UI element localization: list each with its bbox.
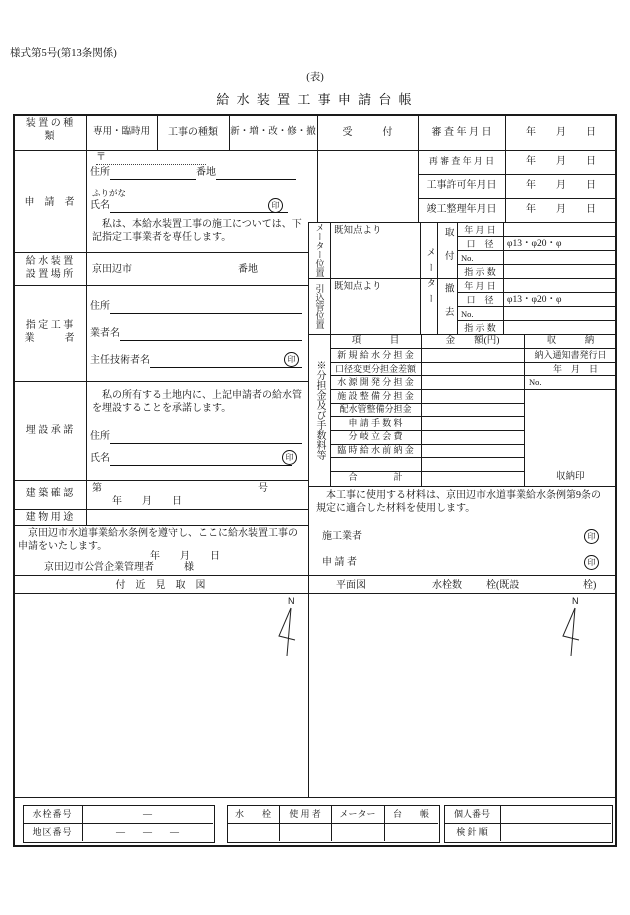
- fee-item: 水 源 開 発 分 担 金: [337, 377, 414, 387]
- page-title: 給 水 装 置 工 事 申 請 台 帳: [216, 92, 414, 107]
- pledge-addressee: 京田辺市公営企業管理者: [44, 562, 154, 573]
- location-header: [13, 256, 86, 281]
- receipt-seal-label: 収納印: [556, 472, 585, 482]
- north-arrow-icon: [560, 607, 584, 659]
- meter-strip-label: メーター: [424, 247, 435, 309]
- rule: [86, 114, 87, 525]
- rule: [457, 264, 617, 265]
- pledge-sama: 様: [184, 562, 194, 573]
- review-date-value[interactable]: 年 月 日: [526, 127, 596, 138]
- burial-address-label: 住所: [90, 431, 110, 442]
- meter-reading-order-label: 検 針 順: [456, 827, 488, 837]
- inlet-pipe-position-value: 既知点より: [334, 282, 382, 292]
- fee-item: 施 設 整 備 分 担 金: [337, 391, 414, 401]
- north-label: N: [288, 596, 295, 606]
- tap-number-label: 水栓番号: [32, 809, 73, 819]
- contractor-company-row: [90, 328, 302, 341]
- applicant-header: 申 請 者: [24, 197, 75, 208]
- rule: [308, 486, 617, 487]
- fees-col-amount: 金 額(円): [445, 336, 500, 346]
- postal-mark: 〒: [96, 152, 106, 163]
- rule: [457, 320, 617, 321]
- rule: [13, 509, 308, 510]
- building-no-suffix: 号: [258, 483, 268, 494]
- meter-position-value: 既知点より: [334, 226, 382, 236]
- applicant-statement: 私は、本給水装置工事の施工については、下記指定工事業者を専任します。: [92, 219, 302, 243]
- rule: [13, 575, 617, 576]
- contractor-line2: 業 者: [24, 332, 75, 344]
- existing-tap-open: 栓(既設: [486, 580, 520, 591]
- rule: [418, 198, 617, 199]
- attach-reading-label: 指 示 数: [464, 267, 496, 277]
- building-use-header: 建 物 用 途: [25, 512, 74, 523]
- work-type-header: 工事の種類: [168, 127, 218, 138]
- fees-strip-label: ※分担金及び手数料等: [314, 360, 325, 460]
- building-confirm-header: 建 築 確 認: [25, 488, 74, 499]
- fee-item: 新 規 給 水 分 担 金: [337, 350, 414, 360]
- fee-item: 口径変更分担金差額: [334, 364, 416, 374]
- existing-tap-close: 栓): [583, 580, 597, 591]
- applicant-name-row: [90, 200, 288, 213]
- contractor-line1: 指 定 工 事: [25, 320, 74, 331]
- fee-item: 配水管整備分担金: [339, 404, 412, 414]
- vicinity-map-header: 付 近 見 取 図: [115, 580, 206, 591]
- building-no-prefix: 第: [92, 483, 102, 494]
- rule: [13, 797, 617, 798]
- building-date-value[interactable]: 年 月 日: [112, 496, 182, 507]
- materials-applicant-label: 申 請 者: [322, 557, 357, 568]
- reception-header: 受 付: [342, 127, 393, 138]
- rule: [330, 457, 524, 458]
- builder-label: 施工業者: [322, 531, 362, 542]
- ledger-col-meter: メーター: [339, 809, 376, 819]
- rule: [13, 381, 308, 382]
- plan-map-header: 平面図: [336, 580, 366, 591]
- device-type-line1: 装 置 の 種: [25, 118, 74, 129]
- rule: [418, 174, 617, 175]
- fee-item: 申 請 手 数 料: [348, 418, 403, 428]
- applicant-name-field[interactable]: [110, 201, 288, 213]
- ledger-col-book: 台 帳: [392, 809, 429, 819]
- district-number-label: 地区番号: [32, 827, 73, 837]
- contractor-company-label: 業者名: [90, 328, 120, 339]
- contractor-header: [13, 320, 86, 345]
- receipt-no-label: No.: [529, 377, 542, 387]
- district-number-value[interactable]: ― ― ―: [115, 827, 179, 837]
- rule: [13, 480, 308, 481]
- side-label: (表): [306, 72, 324, 83]
- remove-no-label: No.: [461, 309, 474, 319]
- pledge-addressee-row: [44, 562, 194, 575]
- fees-col-item: 項 目: [351, 336, 400, 346]
- contractor-engineer-row: [90, 355, 302, 368]
- device-type-options: 専用・臨時用: [92, 127, 150, 137]
- location-city: 京田辺市: [92, 264, 132, 275]
- applicant-banchi-field[interactable]: [216, 168, 296, 180]
- location-line1: 給 水 装 置: [25, 256, 74, 267]
- meter-remove-label: 撤去: [442, 282, 453, 330]
- location-line2: 設 置 場 所: [25, 268, 74, 280]
- rule: [330, 416, 524, 417]
- tap-number-value[interactable]: ―: [143, 809, 152, 819]
- rule: [421, 334, 422, 486]
- rule: [13, 285, 308, 286]
- form-number: 様式第5号(第13条関係): [10, 48, 117, 59]
- re-review-date-label: 再 審 査 年 月 日: [428, 156, 495, 166]
- attach-diameter-label: 口 径: [466, 239, 494, 249]
- rule: [330, 362, 617, 363]
- fee-item: 分 岐 立 会 費: [348, 431, 403, 441]
- applicant-name-label: 氏名: [90, 200, 110, 211]
- work-type-options: 新・増・改・修・撤: [230, 127, 316, 137]
- burial-header: 埋 設 承 諾: [25, 425, 74, 436]
- burial-address-field[interactable]: [110, 432, 302, 444]
- ledger-col-tap: 水 栓: [234, 809, 271, 819]
- remove-reading-label: 指 示 数: [464, 323, 496, 333]
- burial-seal-icon: 印: [282, 450, 297, 465]
- receipt-issue-date-label: 納入通知書発行日: [534, 350, 607, 360]
- burial-address-row: [90, 431, 302, 444]
- burial-name-row: [90, 453, 292, 466]
- contractor-company-field[interactable]: [120, 329, 302, 341]
- receipt-date-value[interactable]: 年 月 日: [552, 364, 598, 374]
- applicant-seal-icon: 印: [268, 198, 283, 213]
- applicant-address-label: 住所: [90, 167, 110, 178]
- postal-code-field[interactable]: [96, 152, 206, 165]
- meter-attach-label: 取付: [442, 226, 453, 274]
- attach-no-label: No.: [461, 253, 474, 263]
- materials-statement: 本工事に使用する材料は、京田辺市水道事業給水条例第9条の規定に適合した材料を使用します。: [316, 490, 601, 514]
- contractor-engineer-label: 主任技術者名: [90, 355, 150, 366]
- north-arrow-icon: [276, 607, 300, 659]
- device-type-header: [13, 118, 86, 143]
- pledge-date[interactable]: 年 月 日: [150, 551, 220, 562]
- burial-name-label: 氏名: [90, 453, 110, 464]
- attach-diameter-value[interactable]: φ13・φ20・φ: [507, 239, 562, 249]
- location-banchi-label: 番地: [238, 264, 258, 275]
- completion-date-label: 竣工整理年月日: [426, 204, 497, 215]
- ledger-col-user: 使 用 者: [289, 809, 321, 819]
- rule: [227, 823, 438, 824]
- inlet-pipe-position-label: 引込管位置: [314, 283, 325, 329]
- remove-date-label: 年 月 日: [464, 281, 496, 291]
- materials-applicant-seal-icon: 印: [584, 555, 599, 570]
- rule: [330, 389, 617, 390]
- applicant-address-field[interactable]: [110, 168, 196, 180]
- contractor-engineer-field[interactable]: [150, 356, 302, 368]
- fees-col-receipt: 収 納: [546, 336, 595, 346]
- permit-date-label: 工事許可年月日: [426, 180, 497, 191]
- completion-date-value[interactable]: 年 月 日: [526, 204, 596, 215]
- contractor-address-label: 住所: [90, 301, 110, 312]
- vicinity-map-canvas[interactable]: [14, 594, 307, 796]
- north-label: N: [572, 596, 579, 606]
- fee-item-total: 合 計: [348, 472, 403, 482]
- permit-date-value[interactable]: 年 月 日: [526, 180, 596, 191]
- burial-name-field[interactable]: [110, 454, 292, 466]
- personal-number-label: 個人番号: [453, 809, 490, 819]
- pledge-statement: 京田辺市水道事業給水条例を遵守し、ここに給水装置工事の申請をいたします。: [18, 528, 298, 552]
- rule: [308, 222, 617, 223]
- rule: [444, 823, 611, 824]
- contractor-address-field[interactable]: [110, 302, 302, 314]
- re-review-date-value[interactable]: 年 月 日: [526, 156, 596, 167]
- fee-item: 臨 時 給 水 前 納 金: [337, 445, 414, 455]
- builder-seal-icon: 印: [584, 529, 599, 544]
- rule: [330, 348, 617, 349]
- applicant-address-row: [90, 167, 296, 180]
- attach-date-label: 年 月 日: [464, 225, 496, 235]
- tap-count-label: 水栓数: [432, 580, 462, 591]
- remove-diameter-label: 口 径: [466, 295, 494, 305]
- burial-statement: 私の所有する土地内に、上記申請者の給水管を埋設することを承諾します。: [92, 390, 302, 414]
- device-type-line2: 類: [44, 130, 55, 142]
- rule: [13, 150, 617, 151]
- rule: [13, 525, 308, 526]
- rule: [23, 823, 213, 824]
- meter-position-label: メーター位置: [314, 223, 325, 277]
- contractor-seal-icon: 印: [284, 352, 299, 367]
- applicant-banchi-label: 番地: [196, 167, 216, 178]
- furigana-label: ふりがな: [92, 188, 127, 198]
- review-date-label: 審 査 年 月 日: [431, 127, 492, 138]
- contractor-address-row: [90, 301, 302, 314]
- rule: [13, 252, 308, 253]
- remove-diameter-value[interactable]: φ13・φ20・φ: [507, 295, 562, 305]
